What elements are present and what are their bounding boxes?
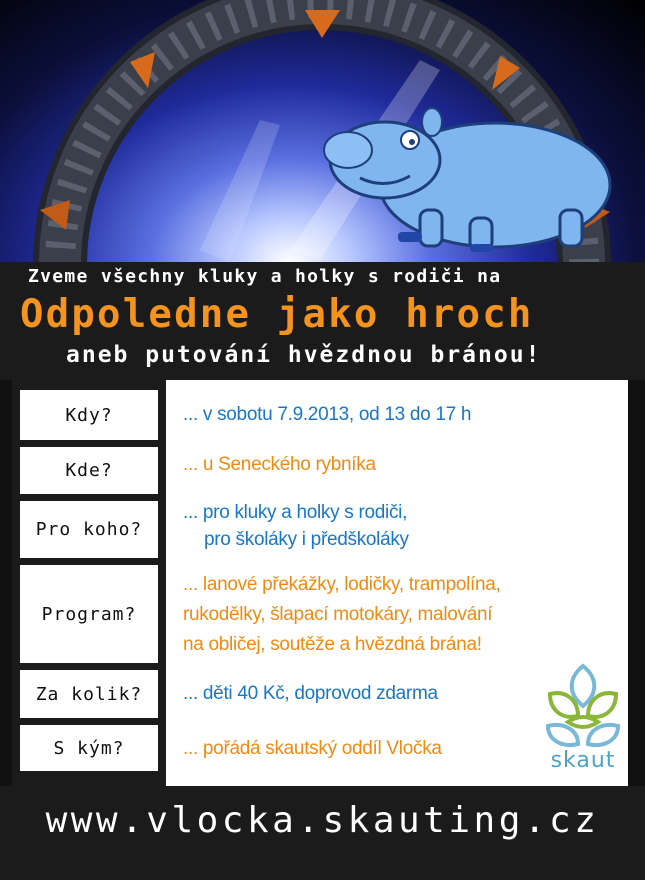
answer-pro-koho-line2: pro školáky i předškoláky [204,529,409,550]
answer-za-kolik: ... děti 40 Kč, doprovod zdarma [183,683,438,704]
hero-illustration [0,0,645,262]
answer-program-line2: rukodělky, šlapací motokáry, malování [183,604,493,625]
event-title: Odpoledne jako hroch [20,292,534,337]
event-subtitle: aneb putování hvězdnou bránou! [66,342,542,368]
label-s-kym: S kým? [20,725,158,771]
answer-pro-koho-line1: ... pro kluky a holky s rodiči, [183,502,408,523]
label-za-kolik: Za kolik? [20,670,158,718]
answer-kdy: ... v sobotu 7.9.2013, od 13 do 17 h [183,404,472,425]
answer-s-kym: ... pořádá skautský oddíl Vločka [183,738,442,759]
answer-program-line3: na obličej, soutěže a hvězdná brána! [183,634,482,655]
answer-kde: ... u Seneckého rybníka [183,454,376,475]
website-url[interactable]: www.vlocka.skauting.cz [45,800,600,841]
label-kde: Kde? [20,447,158,494]
skaut-logo-text: skaut [550,748,616,773]
answer-program-line1: ... lanové překážky, lodičky, trampolína, [183,574,501,595]
invite-text: Zveme všechny kluky a holky s rodiči na [28,266,502,287]
stargate-scene [0,0,645,262]
skaut-logo [538,660,628,780]
label-program: Program? [20,565,158,663]
label-pro-koho: Pro koho? [20,501,158,558]
label-kdy: Kdy? [20,390,158,440]
